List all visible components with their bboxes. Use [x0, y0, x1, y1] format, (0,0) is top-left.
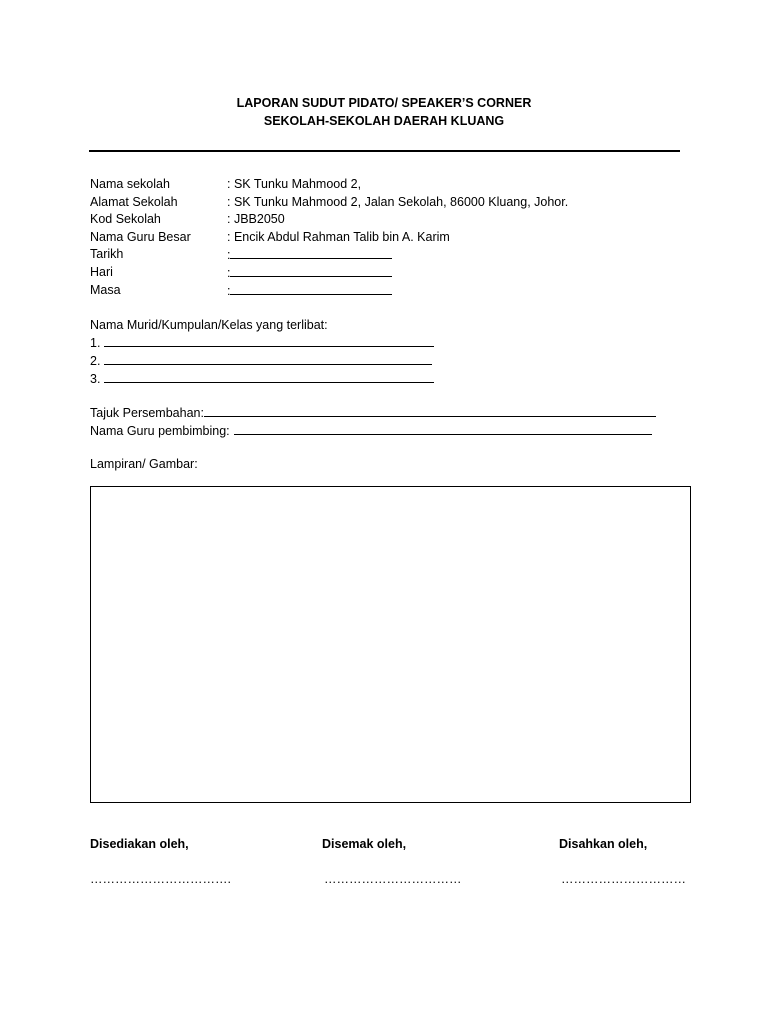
prepared-by-label: Disediakan oleh, [90, 837, 189, 851]
student-line-2[interactable] [90, 352, 432, 369]
masa-blank-line[interactable] [230, 282, 392, 295]
info-value: : SK Tunku Mahmood 2, Jalan Sekolah, 86000 Kluang, Johor. [227, 195, 569, 209]
approved-by-signature-line[interactable]: ………………………… [561, 872, 686, 886]
colon: : [227, 266, 231, 280]
student-blank-line[interactable] [104, 334, 434, 347]
presentation-title-label: Tajuk Persembahan: [90, 406, 204, 420]
student-blank-line[interactable] [104, 370, 434, 383]
colon: : [227, 284, 231, 298]
student-number: 2. [90, 354, 101, 368]
attachment-photo-box[interactable] [90, 486, 691, 803]
student-line-1[interactable] [90, 334, 434, 351]
info-value: : Encik Abdul Rahman Talib bin A. Karim [227, 230, 450, 244]
form-title: LAPORAN SUDUT PIDATO/ SPEAKER’S CORNER [236, 96, 532, 110]
info-label: Kod Sekolah [90, 212, 161, 226]
student-number: 3. [90, 372, 101, 386]
student-blank-line[interactable] [104, 352, 432, 365]
info-label: Masa [90, 283, 121, 297]
info-label: Nama sekolah [90, 177, 170, 191]
presentation-title-blank[interactable] [204, 404, 656, 417]
student-line-3[interactable] [90, 370, 434, 387]
checked-by-label: Disemak oleh, [322, 837, 407, 851]
students-heading: Nama Murid/Kumpulan/Kelas yang terlibat: [90, 318, 328, 332]
info-value: : JBB2050 [227, 212, 285, 226]
info-value-field[interactable] [227, 246, 392, 263]
mentor-line[interactable] [90, 422, 652, 439]
hari-blank-line[interactable] [230, 264, 392, 277]
colon: : [227, 248, 231, 262]
info-value: : SK Tunku Mahmood 2, [227, 177, 362, 191]
attachment-label: Lampiran/ Gambar: [90, 457, 198, 471]
mentor-label: Nama Guru pembimbing: [90, 424, 230, 438]
prepared-by-signature-line[interactable]: ……………………………. [90, 872, 231, 886]
info-value-field[interactable] [227, 264, 392, 281]
header-divider [89, 150, 680, 152]
presentation-title-line[interactable] [90, 404, 656, 421]
checked-by-signature-line[interactable]: …………………………… [324, 872, 462, 886]
info-label: Tarikh [90, 247, 124, 261]
info-label: Hari [90, 265, 113, 279]
info-label: Alamat Sekolah [90, 195, 178, 209]
mentor-blank[interactable] [234, 422, 652, 435]
info-label: Nama Guru Besar [90, 230, 191, 244]
form-subtitle: SEKOLAH-SEKOLAH DAERAH KLUANG [263, 114, 505, 128]
approved-by-label: Disahkan oleh, [559, 837, 648, 851]
info-value-field[interactable] [227, 282, 392, 299]
tarikh-blank-line[interactable] [230, 246, 392, 259]
student-number: 1. [90, 336, 101, 350]
